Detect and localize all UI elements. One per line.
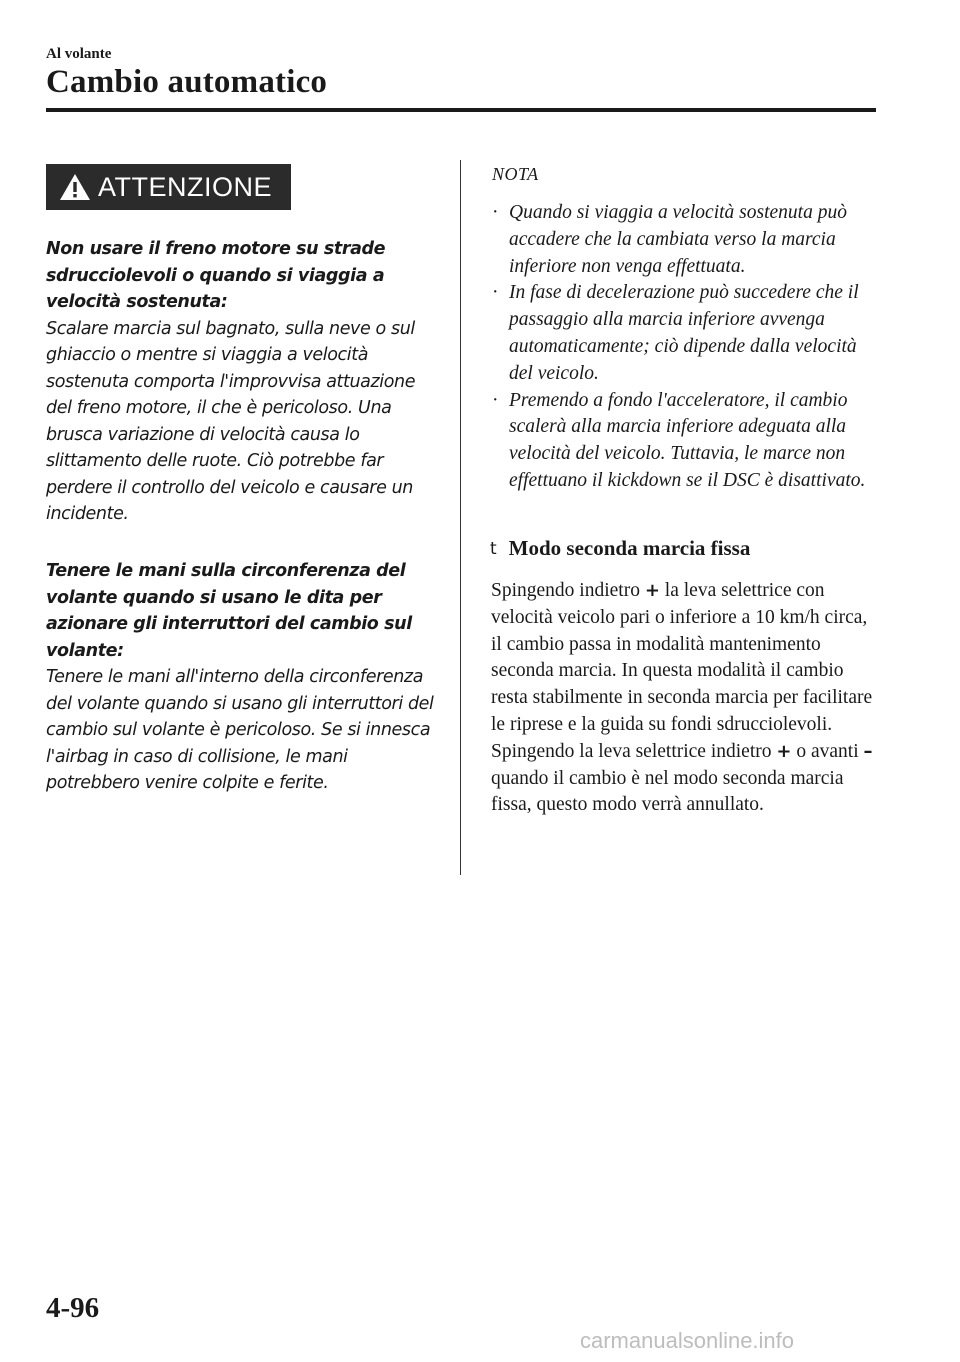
note-label: NOTA xyxy=(492,164,539,184)
note-item: · Premendo a fondo l'acceleratore, il cambio scalerà alla marcia inferiore adeguata alla velocità del veicolo. Tuttavia, le marce non effettuano il kickdown se il DSC è disattivato. xyxy=(492,388,872,495)
warning-heading-2: Tenere le mani sulla circonferenza del volante quando si usano le dita per azionare gli interruttori del cambio sul volante: xyxy=(46,561,412,661)
warning-triangle-icon xyxy=(58,172,92,202)
section-body xyxy=(491,578,876,819)
warning-label: ATTENZIONE xyxy=(98,171,273,202)
page-number: 4-96 xyxy=(46,1292,100,1324)
section-heading xyxy=(490,536,750,561)
warning-block-1 xyxy=(46,236,436,528)
warning-badge xyxy=(46,164,291,210)
body-p2-a: Spingendo la leva selettrice indietro xyxy=(491,740,772,762)
watermark: carmanualsonline.info xyxy=(580,1328,795,1353)
plus-icon: + xyxy=(776,740,792,762)
section-marker-icon: t xyxy=(490,538,497,559)
warning-text-2: Tenere le mani all'interno della circonferenza del volante quando si usano gli interruttori del cambio sul volante è pericoloso. Se si innesca l'airbag in caso di collisione, le mani potrebbero venire colpite e ferite. xyxy=(46,667,434,793)
note-item: · In fase di decelerazione può succedere che il passaggio alla marcia inferiore avvenga automaticamente; ciò dipende dalla velocità del veicolo. xyxy=(492,280,872,387)
page-title: Cambio automatico xyxy=(46,64,328,100)
plus-icon: + xyxy=(644,580,660,601)
body-p2-b: o avanti xyxy=(796,740,859,762)
note-list xyxy=(492,200,872,495)
warning-block-2 xyxy=(46,558,436,797)
warning-text-1: Scalare marcia sul bagnato, sulla neve o sul ghiaccio o mentre si viaggia a velocità sostenuta comporta l'improvvisa attuazione del freno motore, il che è pericoloso. Una brusca variazione di velocità causa lo slittamento delle ruote. Ciò potrebbe far perdere il controllo del veicolo e causare un incidente. xyxy=(46,318,416,524)
section-title: Modo seconda marcia fissa xyxy=(508,536,751,560)
minus-icon: – xyxy=(863,740,873,762)
column-divider xyxy=(460,160,461,875)
note-item: · Quando si viaggia a velocità sostenuta può accadere che la cambiata verso la marcia inferiore non venga effettuata. xyxy=(492,200,872,280)
warning-heading-1: Non usare il freno motore su strade sdrucciolevoli o quando si viaggia a velocità sostenuta: xyxy=(46,239,386,312)
section-label: Al volante xyxy=(46,46,112,62)
body-p1-b: la leva selettrice con velocità veicolo pari o inferiore a 10 km/h circa, il cambio passa in modalità mantenimento seconda marcia. In questa modalità il cambio resta stabilmente in seconda marcia per facilitare le riprese e la guida su fondi sdrucciolevoli. xyxy=(491,580,873,735)
body-p2-c: quando il cambio è nel modo seconda marcia fissa, questo modo verrà annullato. xyxy=(491,767,844,816)
header-rule xyxy=(46,108,876,112)
body-p1-a: Spingendo indietro xyxy=(491,580,640,601)
